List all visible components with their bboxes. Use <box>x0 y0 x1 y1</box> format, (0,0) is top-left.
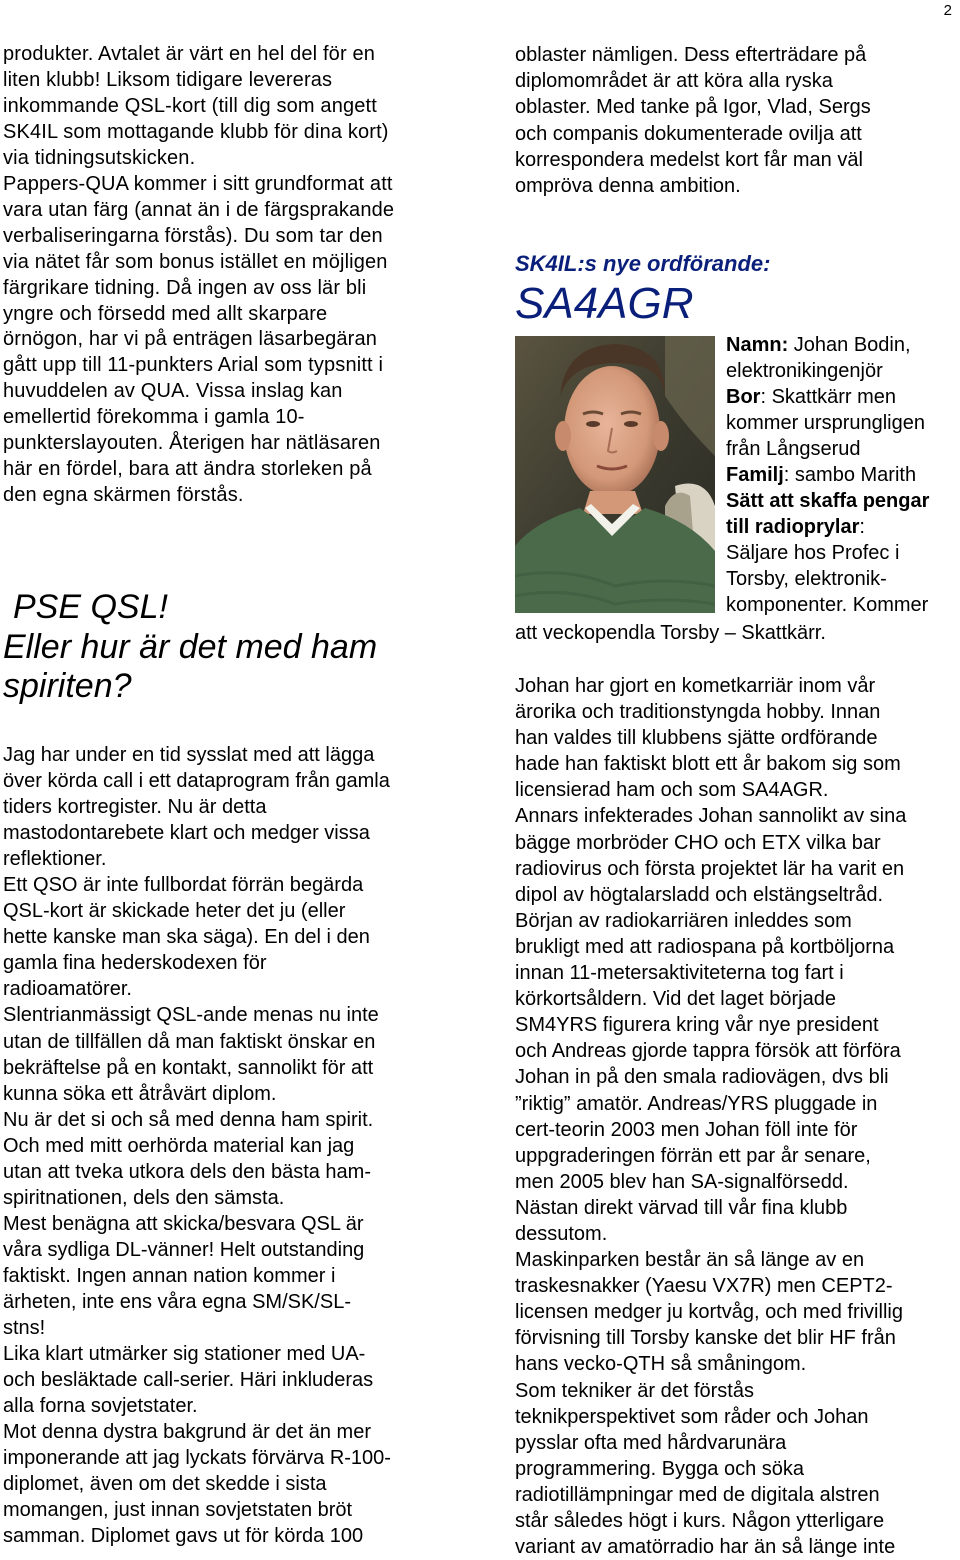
income-label-2: till radioprylar <box>726 516 860 538</box>
left-main-text: Jag har under en tid sysslat med att lägga över körda call i ett dataprogram från gamla tiders kortregister. Nu är detta mastodontarebete klart och medger vissa reflektioner. Ett QSO är inte fullbordat förrän begärda QSL-kort är skickade heter det ju (eller hette kanske man ska säga). En del i den gamla fina hederskodexen för radioamatörer. Slentrianmässigt QSL-ande menas nu inte utan de tillfällen då man faktiskt önskar en bekräftelse på en kontakt, sannolikt för att kunna söka ett åtråvärt diplom. Nu är det si och så med denna ham spirit. Och med mitt oerhörda material kan jag utan att tveka utkora dels den bästa ham- spiritnationen, dels den sämsta. Mest benägna att skicka/besvara QSL är våra sydliga DL-vänner! Helt outstanding faktiskt. Ingen annan nation kommer i ärheten, inte ens våra egna SM/SK/SL- stns! Lika klart utmärker sig stationer med UA- och besläktade call-serier. Häri inkluderas alla forna sovjetstater. Mot denna dystra bakgrund är det än mer imponerande att jag lyckats förvärva R-100- diplomet, även om det skedde i sista momangen, just innan sovjetstaten bröt samman. Diplomet gavs ut för körda 100 <box>3 744 391 1548</box>
income-colon: : <box>859 516 865 538</box>
income-value-3: komponenter. Kommer <box>726 594 929 616</box>
origin-line-2: från Långserud <box>726 438 861 460</box>
right-intro-text: oblaster nämligen. Dess efterträdare på diplomområdet är att köra alla ryska oblaster. Med tanke på Igor, Vlad, Sergs och companis dokumenterade ovilja att korrespondera medelst kort får man väl ompröva denna ambition. <box>515 44 871 198</box>
income-label-1: Sätt att skaffa pengar <box>726 490 930 512</box>
left-intro-text: produkter. Avtalet är värt en hel del för en liten klubb! Liksom tidigare levereras inkommande QSL-kort (till dig som angett SK4IL som mottagande klubb för dina kort) via tidningsutskicken. Pappers-QUA kommer i sitt grundformat att vara utan färg (annat än i de färgsprakande verbaliseringarna förstås). Du som tar den via nätet får som bonus istället en möjligen färgrikare tidning. Då ingen av oss lär bli yngre och försedd med allt skarpare örnögon, har vi på enträgen läsarbegäran gått upp till 11-punkters Arial som typsnitt i huvuddelen av QUA. Vissa inslag kan emellertid förekomma i gamla 10- punkterslayouten. Återigen har nätläsaren här en fördel, bara att ändra storleken på den egna skärmen förstås. <box>3 43 395 507</box>
right-main-text: Johan har gjort en kometkarriär inom vår ärorika och traditionstyngda hobby. Innan han valdes till klubbens sjätte ordförande hade han faktiskt blott ett år bakom sig som licensierad ham och som SA4AGR. Annars infekterades Johan sannolikt av sina bägge morbröder CHO och ETX vilka bar radiovirus och första projektet lär ha varit en dipol av högtalarsladd och elstängseltråd. Början av radiokarriären inleddes som brukligt med att radiospana på kortböljorna innan 11-metersaktiviteterna tog fart i körkortsåldern. Vid det laget började SM4YRS figurera kring vår nye president och Andreas gjorde tappra försök att förföra Johan in på den smala radiovägen, dvs bli ”riktig” amatör. Andreas/YRS pluggade in cert-teorin 2003 men Johan föll inte för uppgraderingen förrän ett par år senare, men 2005 blev han SA-signalförsedd. Nästan direkt värvad till vår fina klubb dessutom. Maskinparken består än så länge av en traskesnakker (Yaesu VX7R) men CEPT2- licensen medger ju kortvåg, och med frivillig förvisning till Torsby kanske det blir HF från hans vecko-QTH så småningom. Som tekniker är det förstås teknikperspektivet som råder och Johan pysslar ofta med hårdvarunära programmering. Bygga och söka radiotillämpningar med de digitala alstren står således högt i kurs. Någon ytterligare variant av amatörradio har än så länge inte <box>515 675 907 1559</box>
family-label: Familj <box>726 464 784 486</box>
chairman-title: SK4IL:s nye ordförande: <box>515 251 771 276</box>
family-value: : sambo Marith <box>783 464 917 486</box>
page-number: 2 <box>943 2 952 19</box>
portrait-photo <box>515 336 715 613</box>
home-label: Bor <box>726 386 761 408</box>
income-value-1: Säljare hos Profec i <box>726 542 900 564</box>
origin-line-1: kommer ursprungligen <box>726 412 925 434</box>
income-value-2: Torsby, elektronik- <box>726 568 887 590</box>
member-info <box>726 332 960 618</box>
right-column <box>515 42 960 199</box>
pse-qsl-heading: PSE QSL! <box>13 588 168 626</box>
home-value: : Skattkärr men <box>760 386 897 408</box>
occupation-value: elektronikingenjör <box>726 360 883 382</box>
name-label: Namn: <box>726 334 789 356</box>
ham-spirit-heading: Eller hur är det med ham spiriten? <box>3 628 378 705</box>
name-value: Johan Bodin, <box>788 334 911 356</box>
left-column <box>3 42 453 509</box>
callsign-heading: SA4AGR <box>515 279 694 328</box>
commute-line: att veckopendla Torsby – Skattkärr. <box>515 622 826 644</box>
portrait-illustration <box>515 336 715 613</box>
